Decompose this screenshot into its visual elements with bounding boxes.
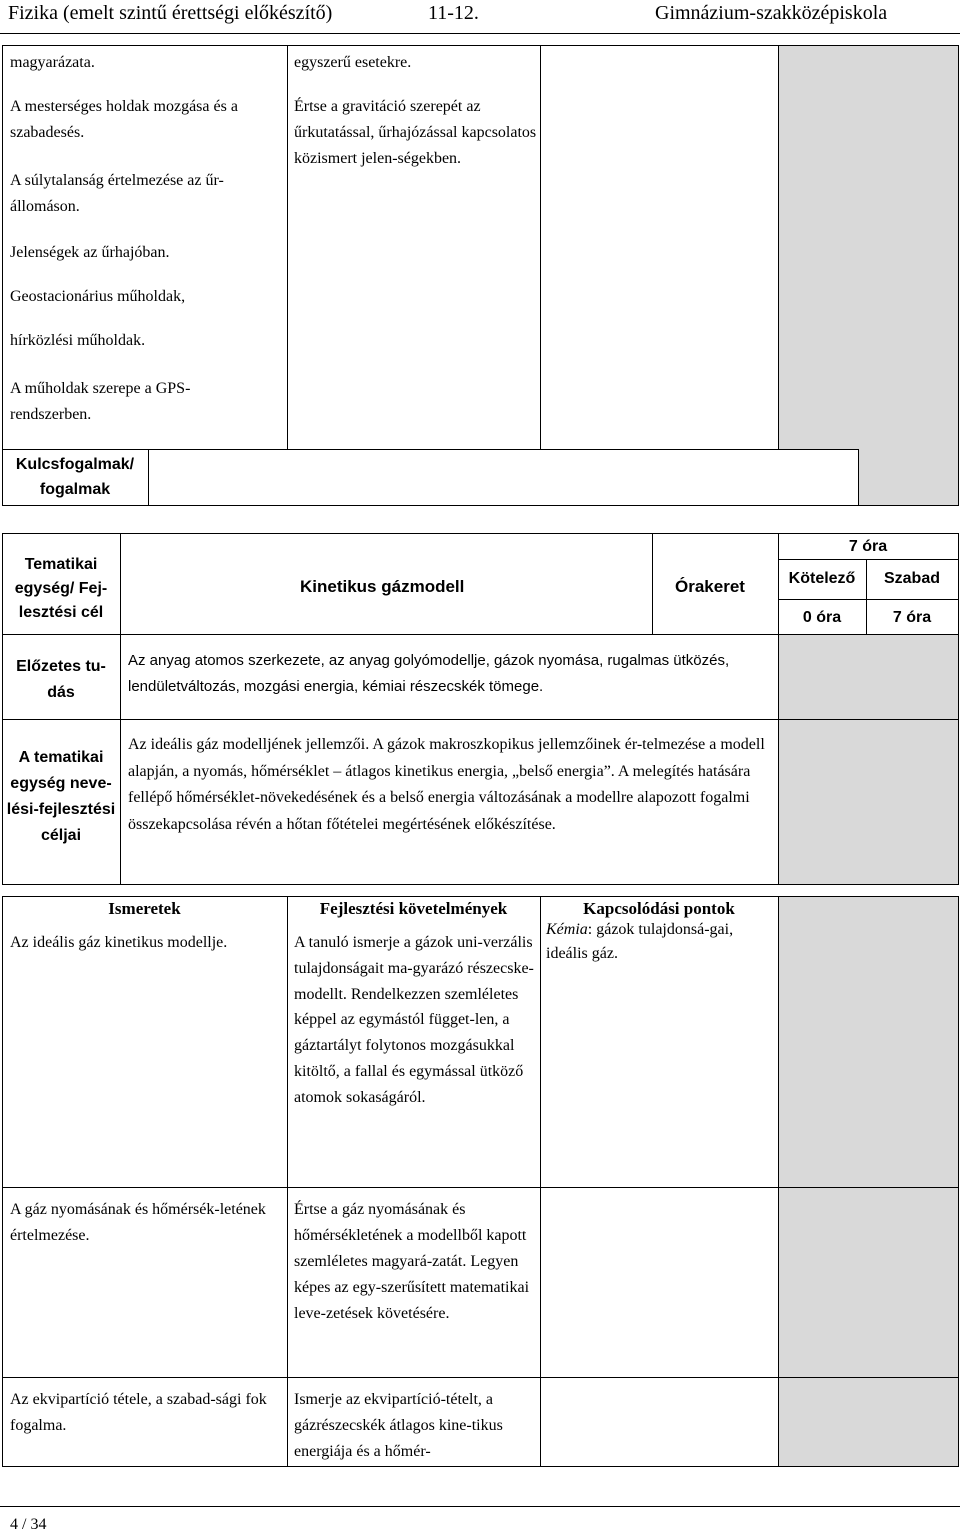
left-text-5: Geostacionárius műholdak, bbox=[10, 288, 186, 305]
middle-text-2: Értse a gravitáció szerepét az űrkutatással, űrhajózással kapcsolatos közismert jelen-ségekben. bbox=[294, 98, 537, 167]
grey-column-content bbox=[778, 896, 958, 1466]
col-header-kapcsolodasi: Kapcsolódási pontok bbox=[583, 899, 735, 918]
header-rule bbox=[0, 33, 960, 34]
row2-ismeretek: A gáz nyomásának és hőmérsék-letének értelmezése. bbox=[10, 1201, 266, 1244]
goals-label: A tematikai egység neve-lési-fejlesztési céljai bbox=[6, 749, 116, 844]
total-hours: 7 óra bbox=[848, 538, 888, 555]
page-number: 4 / 34 bbox=[10, 1516, 47, 1533]
kotelezo-label: Kötelező bbox=[788, 570, 856, 587]
row1-fejlesztesi: A tanuló ismerje a gázok uni-verzális tulajdonságait ma-gyarázó részecske-modellt. Rendelkezzen szemléletes képpel az egymástól függet-len, a gáztartályt folytonos mozgásukkal kitöltő, a fallal és egymással ütköző atomok sokaságáról. bbox=[294, 934, 534, 1106]
row3-fejlesztesi: Ismerje az ekvipartíció-tételt, a gázrészecskék átlagos kine-tikus energiája és a hőmér- bbox=[294, 1391, 503, 1460]
left-text-3: A súlytalanság értelmezése az űr-állomáson. bbox=[10, 172, 224, 215]
unit-title: Kinetikus gázmodell bbox=[300, 577, 465, 596]
szabad-label: Szabad bbox=[883, 570, 940, 587]
row1-ismeretek: Az ideális gáz kinetikus modellje. bbox=[10, 934, 228, 951]
prev-knowledge-text: Az anyag atomos szerkezete, az anyag golyómodellje, gázok nyomása, rugalmas ütközés, lendületváltozás, mozgási energia, kémiai részecskék tömege. bbox=[128, 652, 730, 695]
key-concepts-label: Kulcsfogalmak/ fogalmak bbox=[15, 456, 135, 498]
left-text-6: hírközlési műholdak. bbox=[10, 332, 146, 349]
page-header bbox=[0, 0, 960, 34]
grey-block-prev bbox=[778, 634, 958, 719]
kemia-label: Kémia bbox=[546, 921, 588, 938]
col-header-fejlesztesi: Fejlesztési követelmények bbox=[319, 899, 508, 918]
grey-column bbox=[778, 45, 958, 449]
left-text-2: A mesterséges holdak mozgása és a szabadesés. bbox=[10, 98, 238, 141]
left-text-1: magyarázata. bbox=[10, 54, 95, 71]
kotelezo-hours: 0 óra bbox=[802, 609, 842, 626]
row3-ismeretek: Az ekvipartíció tétele, a szabad-sági fok fogalma. bbox=[10, 1391, 267, 1434]
col-header-ismeretek: Ismeretek bbox=[108, 899, 181, 918]
grade-label: 11-12. bbox=[428, 2, 479, 24]
middle-text-1: egyszerű esetekre. bbox=[294, 54, 412, 71]
goals-text: Az ideális gáz modelljének jellemzői. A gázok makroszkopikus jellemzőinek ér-telmezése a modell alapján, a nyomás, hőmérséklet – átlagos kinetikus energia, „belső energia”. A melegítés hatására fellépő hőmérséklet-növekedésének és a belső energia változásának a modellre alapozott fogalmi összekapcsolása révén a hőtan főtételei megértésének előkészítése. bbox=[128, 736, 765, 833]
orakeret-label: Órakeret bbox=[675, 577, 745, 596]
kemia-text: : gázok tulajdonsá-gai, ideális gáz. bbox=[546, 921, 734, 962]
szabad-hours: 7 óra bbox=[892, 609, 932, 626]
school-type: Gimnázium-szakközépiskola bbox=[655, 2, 888, 24]
row1-kapcsolodasi bbox=[546, 918, 771, 966]
row2-fejlesztesi: Értse a gáz nyomásának és hőmérsékletének a modellből kapott szemléletes magyará-zatát. Legyen képes az egy-szerűsített matematikai leve-zetések követésére. bbox=[294, 1201, 530, 1322]
prev-knowledge-label: Előzetes tu-dás bbox=[16, 658, 106, 701]
unit-label: Tematikai egység/ Fej-lesztési cél bbox=[14, 556, 108, 621]
document-title: Fizika (emelt szintű érettségi előkészítő) bbox=[8, 2, 333, 24]
grey-block-goals bbox=[778, 719, 958, 884]
left-text-4: Jelenségek az űrhajóban. bbox=[10, 244, 170, 261]
footer-rule bbox=[0, 1506, 960, 1507]
left-text-7: A műholdak szerepe a GPS-rendszerben. bbox=[10, 380, 191, 423]
grey-block bbox=[858, 449, 958, 505]
